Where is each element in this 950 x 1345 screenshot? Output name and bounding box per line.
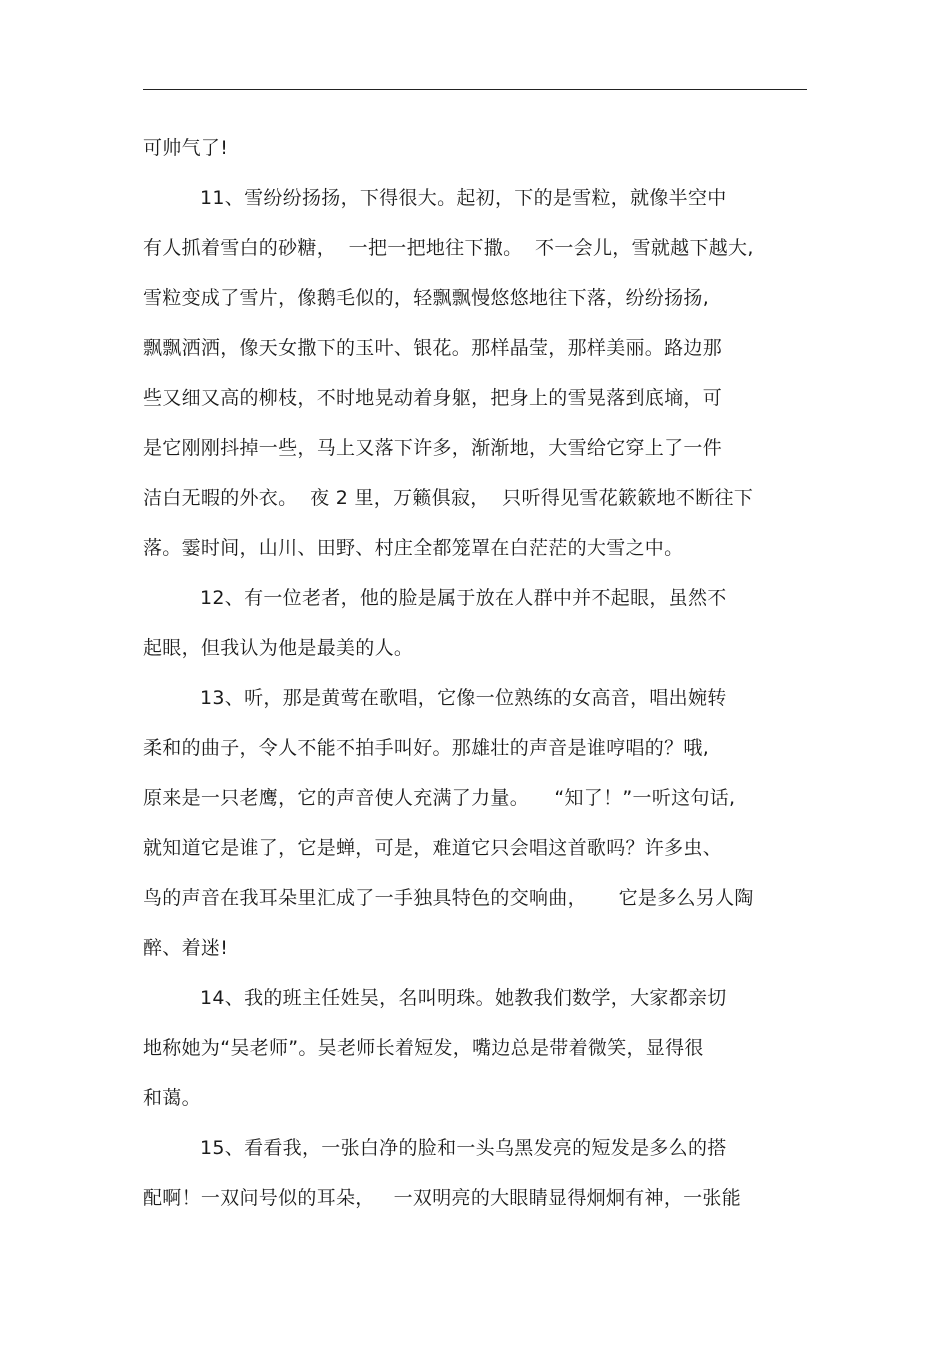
text-line: 洁白无暇的外衣。 夜 2 里，万籁俱寂， 只听得见雪花簌簌地不断往下	[143, 487, 754, 509]
text-line: 是它刚刚抖掉一些，马上又落下许多，渐渐地，大雪给它穿上了一件	[143, 437, 723, 459]
text-line: 些又细又高的柳枝，不时地晃动着身躯，把身上的雪晃落到底墒，可	[143, 387, 723, 409]
text-line: 地称她为“吴老师”。吴老师长着短发，嘴边总是带着微笑，显得很	[143, 1037, 704, 1059]
text-line: 醉、着迷!	[143, 937, 229, 959]
text-line: 原来是一只老鹰，它的声音使人充满了力量。 “知了！”一听这句话,	[143, 787, 736, 809]
text-line: 柔和的曲子，令人不能不拍手叫好。那雄壮的声音是谁哼唱的？哦,	[143, 737, 710, 759]
paragraph-13-line: 13、听，那是黄莺在歌唱，它像一位熟练的女高音，唱出婉转	[200, 687, 727, 709]
paragraph-15-line: 15、看看我，一张白净的脸和一头乌黑发亮的短发是多么的搭	[200, 1137, 727, 1159]
paragraph-11-line: 11、雪纷纷扬扬，下得很大。起初，下的是雪粒，就像半空中	[200, 187, 727, 209]
document-body	[143, 123, 823, 1223]
text-line: 飘飘洒洒，像天女撒下的玉叶、银花。那样晶莹，那样美丽。路边那	[143, 337, 723, 359]
text-line: 和蔼。	[143, 1087, 201, 1109]
text-line: 雪粒变成了雪片，像鹅毛似的，轻飘飘慢悠悠地往下落，纷纷扬扬,	[143, 287, 710, 309]
header-rule	[143, 89, 807, 90]
text-line: 可帅气了!	[143, 137, 229, 159]
text-line: 就知道它是谁了，它是蝉，可是，难道它只会唱这首歌吗？许多虫、	[143, 837, 723, 859]
text-line: 落。霎时间，山川、田野、村庄全都笼罩在白茫茫的大雪之中。	[143, 537, 684, 559]
paragraph-12-line: 12、有一位老者，他的脸是属于放在人群中并不起眼，虽然不	[200, 587, 727, 609]
text-line: 起眼，但我认为他是最美的人。	[143, 637, 414, 659]
text-line: 鸟的声音在我耳朵里汇成了一手独具特色的交响曲， 它是多么另人陶	[143, 887, 754, 909]
text-line: 有人抓着雪白的砂糖， 一把一把地往下撒。 不一会儿，雪就越下越大,	[143, 237, 754, 259]
paragraph-14-line: 14、我的班主任姓吴，名叫明珠。她教我们数学，大家都亲切	[200, 987, 727, 1009]
text-line: 配啊！一双问号似的耳朵， 一双明亮的大眼睛显得炯炯有神，一张能	[143, 1187, 742, 1209]
